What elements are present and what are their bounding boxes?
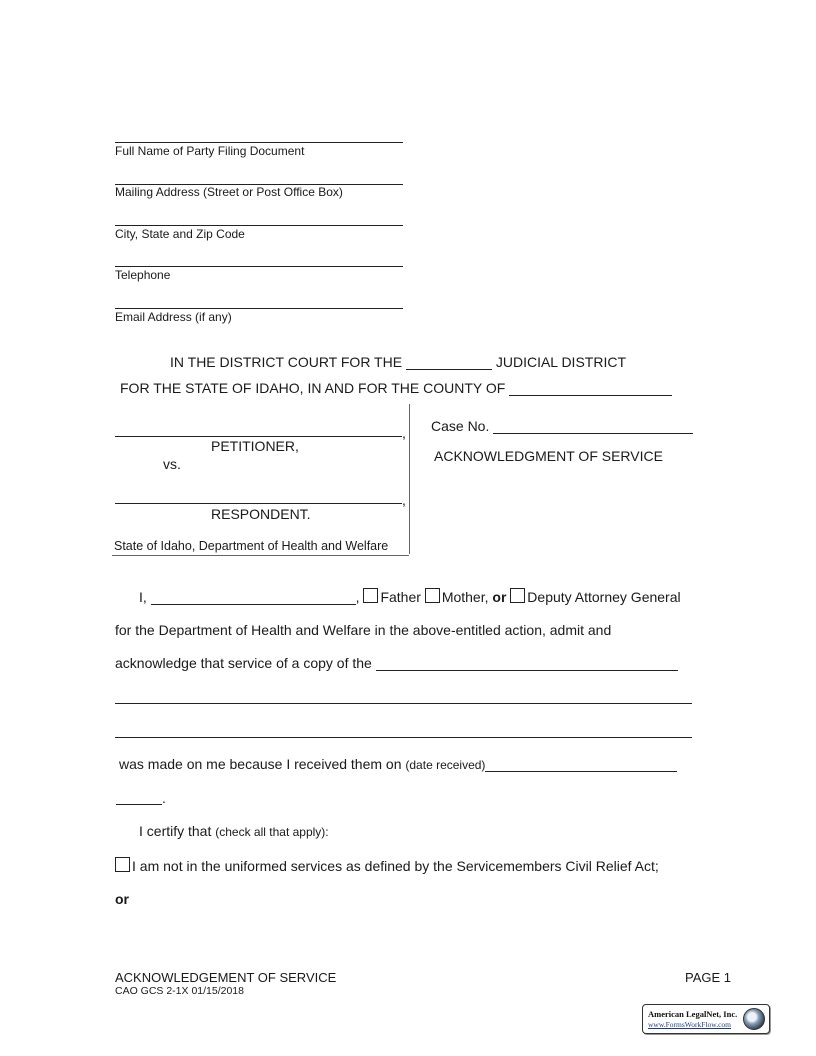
agency-label: State of Idaho, Department of Health and Welfare (114, 539, 389, 553)
telephone-label: Telephone (115, 268, 171, 282)
telephone-line[interactable] (115, 266, 403, 267)
date-received-blank-cont[interactable] (116, 804, 162, 805)
declarant-name-blank[interactable] (151, 590, 356, 605)
certify-row (139, 823, 329, 839)
scra-row (115, 857, 659, 874)
declarant-row (139, 588, 681, 605)
body-line-3 (115, 655, 678, 671)
city-state-zip-line[interactable] (115, 225, 403, 226)
document-title: ACKNOWLEDGMENT OF SERVICE (434, 448, 663, 464)
father-checkbox[interactable] (363, 588, 378, 603)
certify-hint: (check all that apply): (215, 825, 329, 839)
caption-divider-vertical (409, 404, 410, 554)
petitioner-comma: , (402, 425, 406, 441)
scra-checkbox[interactable] (115, 857, 130, 872)
scra-label: I am not in the uniformed services as defined by the Servicemembers Civil Relief Act; (132, 858, 659, 874)
mother-label: Mother, (441, 589, 489, 605)
court-heading-line1 (170, 354, 626, 370)
date-received-hint: (date received) (405, 758, 486, 772)
city-state-zip-label: City, State and Zip Code (115, 227, 245, 241)
county-blank[interactable] (509, 381, 672, 396)
document-description-blank-2[interactable] (115, 703, 692, 704)
respondent-name-line[interactable] (115, 503, 402, 504)
logo-url-link[interactable]: www.FormsWorkFlow.com (648, 1020, 732, 1029)
respondent-label: RESPONDENT. (211, 506, 311, 522)
document-description-blank-3[interactable] (115, 737, 692, 738)
judicial-district-blank[interactable] (406, 355, 492, 370)
or-label: or (492, 589, 507, 605)
deputy-checkbox[interactable] (510, 588, 525, 603)
mailing-address-label: Mailing Address (Street or Post Office Box) (115, 185, 343, 199)
footer-form-code: CAO GCS 2-1X 01/15/2018 (115, 985, 244, 997)
caption-divider-horizontal (112, 555, 409, 556)
email-label: Email Address (if any) (115, 310, 232, 324)
date-received-blank[interactable] (485, 757, 677, 772)
logo-company-name: American LegalNet, Inc. (648, 1009, 738, 1019)
petitioner-label: PETITIONER, (211, 438, 299, 454)
mother-checkbox[interactable] (425, 588, 440, 603)
globe-icon (743, 1008, 765, 1030)
full-name-label: Full Name of Party Filing Document (115, 144, 305, 158)
body-line-2: for the Department of Health and Welfare in the above-entitled action, admit and (115, 622, 612, 638)
acknowledge-text: acknowledge that service of a copy of the (115, 655, 372, 671)
case-number-blank[interactable] (493, 419, 693, 434)
americanlegalnet-logo[interactable] (642, 1004, 770, 1034)
document-description-blank-1[interactable] (376, 656, 678, 671)
court-line1-suffix: JUDICIAL DISTRICT (495, 354, 626, 370)
father-label: Father (380, 589, 421, 605)
page-number: PAGE 1 (685, 970, 732, 985)
declarant-comma: , (355, 589, 360, 605)
email-line[interactable] (115, 308, 403, 309)
body-line-6 (119, 756, 677, 772)
respondent-comma: , (402, 492, 406, 508)
or-label-2: or (115, 891, 129, 907)
i-label: I, (139, 589, 147, 605)
period: . (162, 790, 166, 806)
versus-label: vs. (163, 456, 181, 472)
case-number-row (431, 418, 693, 434)
court-heading-line2 (120, 380, 672, 396)
court-line1-prefix: IN THE DISTRICT COURT FOR THE (170, 354, 403, 370)
case-number-label: Case No. (431, 418, 490, 434)
petitioner-name-line[interactable] (115, 436, 402, 437)
certify-text: I certify that (139, 823, 212, 839)
received-text: was made on me because I received them on (119, 756, 402, 772)
full-name-line[interactable] (115, 142, 403, 143)
court-line2-prefix: FOR THE STATE OF IDAHO, IN AND FOR THE COUNTY OF (120, 380, 506, 396)
deputy-label: Deputy Attorney General (527, 589, 681, 605)
footer-title: ACKNOWLEDGEMENT OF SERVICE (115, 970, 337, 985)
